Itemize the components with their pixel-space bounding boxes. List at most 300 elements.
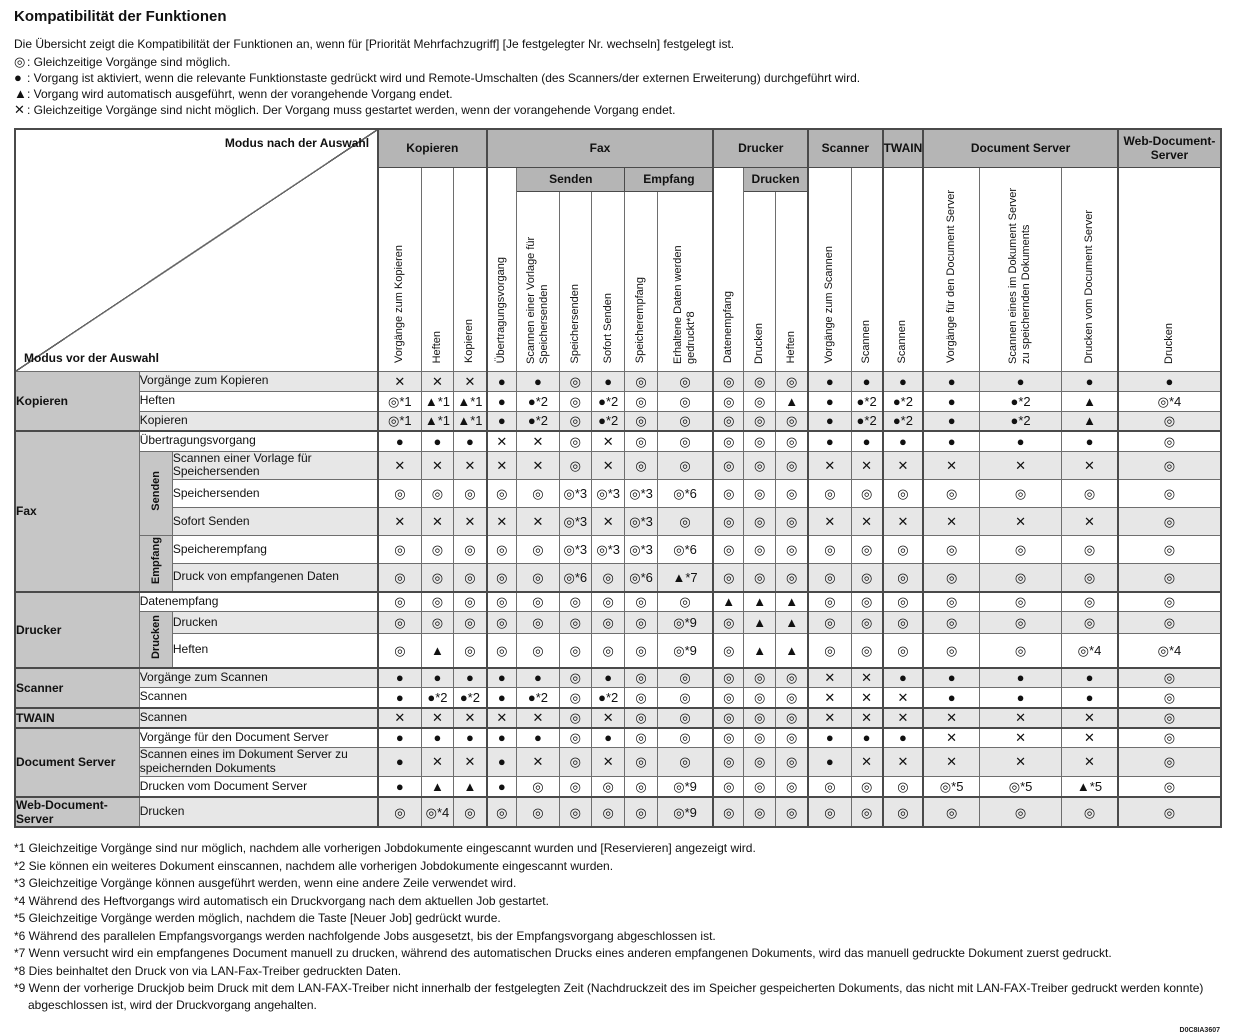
matrix-cell: ● (883, 371, 924, 391)
matrix-cell: ◎ (591, 634, 625, 668)
row-subgroup-senden: Senden (139, 451, 172, 536)
matrix-cell: ▲ (776, 612, 808, 634)
matrix-cell: ◎*6 (625, 564, 657, 592)
matrix-cell: ●*2 (517, 411, 560, 431)
matrix-cell: ◎ (1118, 748, 1221, 777)
matrix-cell: ◎ (625, 634, 657, 668)
matrix-cell: ◎ (1118, 688, 1221, 708)
matrix-cell: ●*2 (591, 688, 625, 708)
matrix-cell: ✕ (454, 748, 487, 777)
matrix-cell: ● (851, 431, 882, 451)
matrix-cell: ◎ (657, 592, 713, 612)
matrix-cell: ◎ (776, 371, 808, 391)
matrix-cell: ◎ (559, 411, 591, 431)
col-group-web-document-server: Web-Document-Server (1118, 129, 1221, 167)
table-row (15, 708, 1221, 728)
matrix-cell: ✕ (1062, 708, 1118, 728)
footnote: *3 Gleichzeitige Vorgänge können ausgeführt werden, wenn eine andere Zeile verwendet wird. (14, 876, 517, 891)
footnote: *8 Dies beinhaltet den Druck von via LAN-Fax-Treiber gedruckten Daten. (14, 963, 402, 978)
matrix-cell: ◎ (559, 728, 591, 748)
matrix-cell: ◎ (657, 728, 713, 748)
matrix-cell: ◎*3 (559, 508, 591, 536)
matrix-cell: ✕ (980, 451, 1062, 480)
matrix-cell: ◎ (851, 776, 882, 797)
matrix-cell: ◎ (744, 431, 776, 451)
matrix-cell: ● (980, 371, 1062, 391)
col-header: Scannen einer Vorlage für Speichersenden (517, 191, 560, 371)
matrix-cell: ◎ (517, 592, 560, 612)
row-subgroup-drucken: Drucken (139, 612, 172, 668)
table-row (15, 371, 1221, 391)
matrix-cell: ◎*5 (923, 776, 979, 797)
matrix-cell: ● (851, 371, 882, 391)
matrix-cell: ◎*4 (1118, 634, 1221, 668)
matrix-cell: ◎ (776, 508, 808, 536)
matrix-cell: ✕ (923, 451, 979, 480)
compatibility-matrix (14, 128, 1222, 828)
matrix-cell: ◎ (744, 411, 776, 431)
col-header: Sofort Senden (591, 191, 625, 371)
matrix-cell: ◎ (421, 564, 454, 592)
matrix-cell: ◎ (980, 612, 1062, 634)
matrix-cell: ◎ (378, 592, 421, 612)
matrix-cell: ◎ (776, 480, 808, 508)
matrix-cell: ◎ (559, 431, 591, 451)
matrix-cell: ◎ (713, 411, 743, 431)
matrix-cell: ◎ (454, 564, 487, 592)
matrix-cell: ◎ (744, 536, 776, 564)
matrix-cell: ◎ (517, 536, 560, 564)
matrix-cell: ◎*9 (657, 634, 713, 668)
footnotes (14, 840, 1222, 1013)
matrix-cell: ▲ (776, 391, 808, 411)
matrix-cell: ●*2 (980, 411, 1062, 431)
matrix-cell: ●*2 (591, 391, 625, 411)
matrix-cell: ● (421, 431, 454, 451)
matrix-cell: ✕ (378, 451, 421, 480)
matrix-cell: ✕ (517, 451, 560, 480)
matrix-cell: ◎ (378, 634, 421, 668)
matrix-cell: ◎ (657, 668, 713, 688)
matrix-cell: ◎ (883, 797, 924, 827)
matrix-cell: ◎*6 (559, 564, 591, 592)
matrix-cell: ◎ (625, 797, 657, 827)
matrix-cell: ● (487, 411, 517, 431)
matrix-cell: ◎*3 (625, 508, 657, 536)
matrix-cell: ◎ (776, 668, 808, 688)
matrix-cell: ◎ (657, 391, 713, 411)
matrix-cell: ◎ (980, 592, 1062, 612)
legend-text: : Vorgang ist aktiviert, wenn die relevante Funktionstaste gedrückt wird und Remote-Umschalten (des Scanners/der externen Erweiterung) durchgeführt wird. (27, 71, 861, 85)
matrix-cell: ◎ (744, 451, 776, 480)
matrix-cell: ✕ (517, 708, 560, 728)
matrix-cell: ◎*9 (657, 797, 713, 827)
matrix-cell: ◎ (517, 797, 560, 827)
matrix-cell: ◎ (454, 797, 487, 827)
col-header: Drucken (1118, 167, 1221, 371)
table-row (15, 748, 1221, 777)
col-header: Drucken vom Document Server (1062, 167, 1118, 371)
matrix-cell: ✕ (851, 688, 882, 708)
doc-code: D0C8IA3607 (1179, 1027, 1220, 1035)
matrix-cell: ● (883, 728, 924, 748)
matrix-cell: ◎ (980, 634, 1062, 668)
matrix-cell: ◎ (713, 797, 743, 827)
legend-line (14, 102, 1222, 118)
matrix-cell: ◎ (713, 536, 743, 564)
matrix-cell: ◎ (559, 451, 591, 480)
matrix-cell: ✕ (851, 748, 882, 777)
matrix-cell: ◎ (1118, 451, 1221, 480)
matrix-cell: ◎ (776, 728, 808, 748)
matrix-cell: ● (1118, 371, 1221, 391)
footnote: *4 Während des Heftvorgangs wird automatisch ein Druckvorgang nach dem aktuellen Job gestartet. (14, 893, 549, 908)
matrix-cell: ◎ (776, 431, 808, 451)
matrix-cell: ◎ (625, 748, 657, 777)
corner-label-before: Modus vor der Auswahl (24, 350, 159, 365)
matrix-cell: ◎*1 (378, 391, 421, 411)
matrix-cell: ✕ (454, 371, 487, 391)
matrix-cell: ✕ (454, 708, 487, 728)
matrix-cell: ●*2 (591, 411, 625, 431)
matrix-cell: ◎ (808, 592, 851, 612)
matrix-cell: ◎ (744, 564, 776, 592)
matrix-cell: ◎ (776, 564, 808, 592)
matrix-cell: ◎ (625, 668, 657, 688)
matrix-cell: ✕ (883, 748, 924, 777)
matrix-cell: ✕ (851, 708, 882, 728)
matrix-cell: ● (487, 688, 517, 708)
matrix-cell: ◎ (776, 688, 808, 708)
matrix-cell: ◎ (713, 776, 743, 797)
matrix-cell: ✕ (591, 508, 625, 536)
matrix-cell: ◎ (487, 480, 517, 508)
matrix-cell: ◎ (378, 480, 421, 508)
matrix-cell: ✕ (421, 451, 454, 480)
matrix-cell: ● (378, 728, 421, 748)
matrix-cell: ◎ (378, 797, 421, 827)
matrix-cell: ◎ (1118, 431, 1221, 451)
matrix-cell: ✕ (378, 708, 421, 728)
matrix-cell: ◎ (559, 748, 591, 777)
matrix-cell: ◎ (487, 612, 517, 634)
matrix-cell: ◎ (378, 564, 421, 592)
matrix-cell: ● (883, 668, 924, 688)
matrix-cell: ◎ (517, 564, 560, 592)
matrix-cell: ✕ (980, 748, 1062, 777)
matrix-cell: ◎ (1118, 708, 1221, 728)
matrix-cell: ◎ (454, 612, 487, 634)
matrix-cell: ● (923, 371, 979, 391)
corner-label-after: Modus nach der Auswahl (224, 136, 370, 150)
matrix-cell: ◎ (744, 668, 776, 688)
matrix-cell: ◎ (980, 564, 1062, 592)
matrix-cell: ◎*3 (625, 480, 657, 508)
matrix-cell: ◎ (1062, 564, 1118, 592)
col-header: Übertragungsvorgang (487, 167, 517, 371)
row-group-document-server: Document Server (15, 728, 139, 798)
row-label: Kopieren (139, 411, 378, 431)
matrix-cell: ▲ (744, 612, 776, 634)
col-header: Speicherempfang (625, 191, 657, 371)
page-title: Kompatibilität der Funktionen (14, 8, 227, 25)
matrix-cell: ◎ (713, 371, 743, 391)
matrix-cell: ◎ (625, 612, 657, 634)
matrix-cell: ● (487, 371, 517, 391)
matrix-cell: ◎ (1062, 480, 1118, 508)
matrix-cell: ✕ (487, 508, 517, 536)
matrix-cell: ✕ (883, 508, 924, 536)
matrix-cell: ● (378, 776, 421, 797)
matrix-cell: ▲*1 (454, 411, 487, 431)
matrix-cell: ◎*4 (1062, 634, 1118, 668)
matrix-cell: ◎ (1118, 612, 1221, 634)
matrix-cell: ✕ (808, 708, 851, 728)
matrix-cell: ✕ (421, 748, 454, 777)
table-row (15, 688, 1221, 708)
matrix-cell: ◎ (559, 371, 591, 391)
footnote: *2 Sie können ein weiteres Dokument einscannen, nachdem alle vorherigen Jobdokumente eingescannt wurden. (14, 858, 614, 873)
matrix-cell: ● (883, 431, 924, 451)
matrix-cell: ◎ (808, 536, 851, 564)
matrix-cell: ◎ (980, 480, 1062, 508)
matrix-cell: ● (421, 668, 454, 688)
col-header: Datenempfang (713, 167, 743, 371)
matrix-cell: ◎ (625, 708, 657, 728)
col-group-twain: TWAIN (883, 129, 924, 167)
matrix-cell: ▲ (776, 592, 808, 612)
row-label: Heften (172, 634, 378, 668)
matrix-cell: ◎ (1118, 564, 1221, 592)
matrix-cell: ● (487, 728, 517, 748)
matrix-cell: ◎ (713, 634, 743, 668)
matrix-cell: ✕ (980, 708, 1062, 728)
legend-symbol-cross: ✕ (14, 102, 25, 117)
matrix-cell: ◎ (744, 508, 776, 536)
table-row (15, 451, 1221, 480)
matrix-cell: ◎ (776, 536, 808, 564)
table-row (15, 592, 1221, 612)
matrix-cell: ◎ (776, 776, 808, 797)
matrix-cell: ◎ (487, 536, 517, 564)
intro-text: Die Übersicht zeigt die Kompatibilität der Funktionen an, wenn für [Priorität Mehrfachzugriff] [Je festgelegter Nr. wechseln] festgelegt ist. (14, 37, 735, 51)
matrix-cell: ◎*9 (657, 612, 713, 634)
matrix-cell: ◎*6 (657, 480, 713, 508)
matrix-cell: ◎ (1118, 797, 1221, 827)
matrix-cell: ◎*3 (559, 536, 591, 564)
matrix-cell: ● (923, 431, 979, 451)
row-label: Scannen (139, 688, 378, 708)
matrix-cell: ● (517, 728, 560, 748)
matrix-cell: ● (1062, 371, 1118, 391)
matrix-cell: ◎ (713, 728, 743, 748)
matrix-cell: ●*2 (851, 391, 882, 411)
matrix-cell: ✕ (517, 508, 560, 536)
matrix-cell: ✕ (923, 748, 979, 777)
matrix-cell: ◎ (591, 776, 625, 797)
matrix-cell: ✕ (851, 451, 882, 480)
matrix-cell: ▲*1 (454, 391, 487, 411)
matrix-cell: ▲*7 (657, 564, 713, 592)
matrix-cell: ✕ (454, 508, 487, 536)
col-subgroup-empfang: Empfang (625, 167, 713, 191)
matrix-cell: ◎ (1118, 536, 1221, 564)
table-row (15, 391, 1221, 411)
matrix-cell: ◎ (923, 564, 979, 592)
row-label: Heften (139, 391, 378, 411)
matrix-cell: ✕ (591, 748, 625, 777)
matrix-cell: ◎ (517, 776, 560, 797)
matrix-cell: ◎ (487, 797, 517, 827)
matrix-cell: ● (980, 431, 1062, 451)
matrix-cell: ◎ (625, 688, 657, 708)
matrix-cell: ◎ (1118, 508, 1221, 536)
matrix-cell: ▲*1 (421, 411, 454, 431)
matrix-cell: ◎ (625, 431, 657, 451)
matrix-cell: ▲ (776, 634, 808, 668)
matrix-cell: ◎ (776, 708, 808, 728)
table-row (15, 536, 1221, 564)
table-row (15, 612, 1221, 634)
matrix-cell: ● (1062, 688, 1118, 708)
matrix-cell: ◎ (744, 748, 776, 777)
matrix-cell: ◎ (487, 592, 517, 612)
matrix-cell: ◎ (713, 508, 743, 536)
matrix-cell: ◎ (517, 480, 560, 508)
matrix-cell: ◎*3 (591, 536, 625, 564)
matrix-cell: ✕ (454, 451, 487, 480)
matrix-cell: ● (980, 668, 1062, 688)
matrix-cell: ✕ (883, 451, 924, 480)
matrix-cell: ◎*3 (625, 536, 657, 564)
row-label: Speichersenden (172, 480, 378, 508)
row-subgroup-empfang: Empfang (139, 536, 172, 592)
matrix-cell: ● (808, 728, 851, 748)
matrix-cell: ✕ (591, 431, 625, 451)
matrix-cell: ◎ (808, 612, 851, 634)
matrix-cell: ● (487, 668, 517, 688)
matrix-cell: ◎ (559, 391, 591, 411)
matrix-cell: ◎ (454, 592, 487, 612)
matrix-cell: ◎ (559, 612, 591, 634)
matrix-cell: ◎ (923, 634, 979, 668)
col-group-kopieren: Kopieren (378, 129, 486, 167)
row-label: Scannen eines im Dokument Server zu speichernden Dokuments (139, 748, 378, 777)
matrix-cell: ● (454, 728, 487, 748)
matrix-cell: ◎ (923, 612, 979, 634)
matrix-cell: ✕ (980, 728, 1062, 748)
footnote: *7 Wenn versucht wird ein empfangenes Document manuell zu drucken, während des automatischen Drucks eines anderen empfangenen Dokuments, wird das manuell gedruckte Dokument zuerst gedruckt. (14, 946, 1112, 961)
legend-text: : Vorgang wird automatisch ausgeführt, wenn der vorangehende Vorgang endet. (27, 87, 453, 101)
matrix-cell: ✕ (591, 451, 625, 480)
matrix-cell: ● (923, 391, 979, 411)
col-group-drucker: Drucker (713, 129, 808, 167)
matrix-cell: ✕ (883, 688, 924, 708)
col-header: Vorgänge für den Document Server (923, 167, 979, 371)
row-label: Speicherempfang (172, 536, 378, 564)
matrix-cell: ◎ (454, 536, 487, 564)
matrix-cell: ◎ (883, 612, 924, 634)
matrix-cell: ● (517, 668, 560, 688)
matrix-cell: ◎ (980, 536, 1062, 564)
matrix-cell: ● (923, 668, 979, 688)
matrix-cell: ●*2 (421, 688, 454, 708)
matrix-cell: ◎ (1118, 592, 1221, 612)
matrix-cell: ◎ (713, 708, 743, 728)
matrix-cell: ▲*5 (1062, 776, 1118, 797)
matrix-cell: ◎ (625, 776, 657, 797)
row-label: Vorgänge zum Kopieren (139, 371, 378, 391)
row-label: Drucken vom Document Server (139, 776, 378, 797)
matrix-cell: ◎ (625, 411, 657, 431)
table-row (15, 508, 1221, 536)
matrix-cell: ◎ (923, 536, 979, 564)
matrix-cell: ◎ (591, 797, 625, 827)
table-row (15, 564, 1221, 592)
matrix-cell: ◎ (559, 668, 591, 688)
matrix-cell: ◎ (744, 480, 776, 508)
matrix-cell: ◎ (657, 411, 713, 431)
matrix-cell: ✕ (517, 431, 560, 451)
table-row (15, 728, 1221, 748)
matrix-cell: ● (378, 431, 421, 451)
row-group-twain: TWAIN (15, 708, 139, 728)
matrix-cell: ◎ (421, 536, 454, 564)
matrix-cell: ✕ (923, 708, 979, 728)
matrix-cell: ◎ (851, 592, 882, 612)
matrix-cell: ✕ (517, 748, 560, 777)
matrix-cell: ◎ (713, 668, 743, 688)
matrix-cell: ● (454, 668, 487, 688)
matrix-cell: ● (454, 431, 487, 451)
matrix-cell: ◎ (421, 612, 454, 634)
col-header: Speichersenden (559, 191, 591, 371)
matrix-cell: ◎ (923, 797, 979, 827)
col-header: Vorgänge zum Scannen (808, 167, 851, 371)
matrix-cell: ◎*3 (559, 480, 591, 508)
matrix-cell: ● (487, 776, 517, 797)
matrix-cell: ◎ (744, 708, 776, 728)
matrix-cell: ✕ (1062, 451, 1118, 480)
matrix-cell: ✕ (1062, 748, 1118, 777)
matrix-cell: ● (517, 371, 560, 391)
matrix-cell: ● (808, 391, 851, 411)
matrix-cell: ● (591, 371, 625, 391)
matrix-cell: ✕ (1062, 728, 1118, 748)
table-row (15, 634, 1221, 668)
row-group-drucker: Drucker (15, 592, 139, 668)
matrix-cell: ▲ (713, 592, 743, 612)
matrix-cell: ● (487, 391, 517, 411)
matrix-cell: ◎*4 (1118, 391, 1221, 411)
matrix-cell: ◎ (851, 480, 882, 508)
matrix-cell: ◎ (883, 564, 924, 592)
matrix-cell: ◎ (657, 708, 713, 728)
matrix-cell: ✕ (487, 451, 517, 480)
matrix-cell: ◎ (591, 612, 625, 634)
matrix-cell: ◎ (625, 592, 657, 612)
col-header: Erhaltene Daten werden gedruckt*8 (657, 191, 713, 371)
row-label: Sofort Senden (172, 508, 378, 536)
legend-line (14, 70, 1222, 86)
row-group-kopieren: Kopieren (15, 371, 139, 431)
footnote: *6 Während des parallelen Empfangsvorgangs werden nachfolgende Jobs ausgesetzt, bis der Empfangsvorgang abgeschlossen ist. (14, 928, 716, 943)
matrix-cell: ◎*9 (657, 776, 713, 797)
matrix-cell: ◎ (559, 776, 591, 797)
matrix-cell: ◎ (454, 480, 487, 508)
col-header: Scannen (851, 167, 882, 371)
matrix-cell: ✕ (923, 728, 979, 748)
